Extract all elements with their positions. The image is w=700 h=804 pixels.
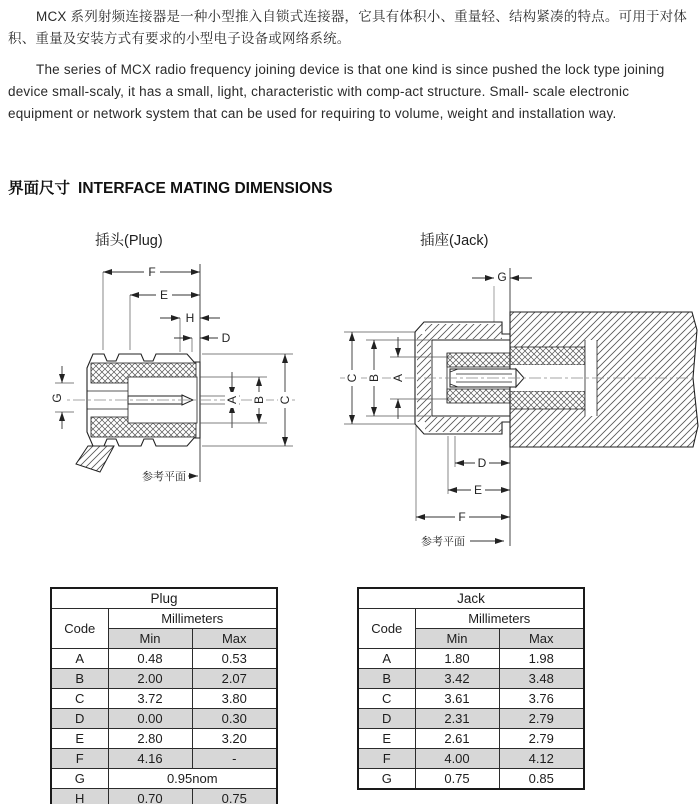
plug-row-code: C bbox=[51, 689, 108, 709]
jack-unit-header: Millimeters bbox=[415, 609, 584, 629]
plug-row-code: H bbox=[51, 789, 108, 804]
plug-row-max: 0.30 bbox=[192, 709, 277, 729]
table-row bbox=[358, 749, 584, 769]
plug-code-header: Code bbox=[51, 609, 108, 649]
jack-dim-label-c: C bbox=[345, 373, 359, 383]
section-title-zh: 界面尺寸 bbox=[8, 180, 71, 197]
jack-min-header: Min bbox=[415, 629, 499, 649]
table-row bbox=[51, 669, 277, 689]
table-row bbox=[358, 669, 584, 689]
plug-dim-label-f: F bbox=[148, 265, 156, 279]
plug-drawing bbox=[40, 256, 330, 506]
intro-paragraph-en: The series of MCX radio frequency joining device is that one kind is since pushed the lock type joining device small-scaly, it has a small, light, characteristic with comp-act structure. Small- scale electronic equipment or network system that can be used for requiring to volume, weight and installation way. bbox=[8, 62, 665, 121]
table-row bbox=[51, 789, 277, 804]
jack-row-min: 4.00 bbox=[415, 749, 499, 769]
jack-row-max: 2.79 bbox=[499, 709, 584, 729]
jack-row-code: G bbox=[358, 769, 415, 790]
jack-row-min: 0.75 bbox=[415, 769, 499, 790]
jack-row-max: 1.98 bbox=[499, 649, 584, 669]
plug-row-max: 0.75 bbox=[192, 789, 277, 804]
jack-dim-label-e: E bbox=[473, 483, 483, 497]
jack-row-max: 3.48 bbox=[499, 669, 584, 689]
table-row bbox=[358, 709, 584, 729]
jack-row-min: 1.80 bbox=[415, 649, 499, 669]
plug-row-max: 2.07 bbox=[192, 669, 277, 689]
section-title-en: INTERFACE MATING DIMENSIONS bbox=[78, 180, 333, 197]
jack-row-max: 4.12 bbox=[499, 749, 584, 769]
jack-max-header: Max bbox=[499, 629, 584, 649]
plug-dim-label-c: C bbox=[278, 395, 292, 405]
table-row bbox=[358, 689, 584, 709]
intro-section bbox=[8, 6, 696, 125]
jack-dim-label-b: B bbox=[367, 373, 381, 383]
plug-figure-label: 插头(Plug) bbox=[95, 233, 163, 249]
jack-row-min: 2.31 bbox=[415, 709, 499, 729]
plug-row-max: - bbox=[192, 749, 277, 769]
plug-row-min: 3.72 bbox=[108, 689, 192, 709]
plug-row-code: F bbox=[51, 749, 108, 769]
plug-dim-label-h: H bbox=[185, 311, 195, 325]
plug-row-min: 0.00 bbox=[108, 709, 192, 729]
table-row bbox=[51, 769, 277, 789]
plug-spec-table bbox=[50, 587, 278, 804]
jack-row-code: B bbox=[358, 669, 415, 689]
jack-row-code: A bbox=[358, 649, 415, 669]
table-row bbox=[358, 609, 584, 629]
plug-row-min: 0.48 bbox=[108, 649, 192, 669]
jack-row-max: 0.85 bbox=[499, 769, 584, 790]
jack-dim-label-g: G bbox=[497, 270, 507, 284]
plug-max-header: Max bbox=[192, 629, 277, 649]
table-row bbox=[51, 588, 277, 609]
intro-paragraph-zh: MCX 系列射频连接器是一种小型推入自锁式连接器，它具有体积小、重量轻、结构紧凑的特点。可用于对体积、重量及安装方式有要求的小型电子设备或网络系统。 bbox=[8, 9, 688, 46]
table-row bbox=[358, 729, 584, 749]
table-row bbox=[51, 749, 277, 769]
jack-dim-label-f: F bbox=[458, 510, 466, 524]
table-row bbox=[358, 588, 584, 609]
jack-dim-label-d: D bbox=[477, 456, 487, 470]
plug-dim-label-e: E bbox=[159, 288, 169, 302]
table-row bbox=[358, 649, 584, 669]
table-row bbox=[51, 649, 277, 669]
table-row bbox=[51, 609, 277, 629]
plug-unit-header: Millimeters bbox=[108, 609, 277, 629]
plug-row-max: 0.53 bbox=[192, 649, 277, 669]
plug-reference-plane-label: 参考平面 bbox=[142, 471, 186, 483]
plug-row-min: 2.80 bbox=[108, 729, 192, 749]
jack-row-min: 3.42 bbox=[415, 669, 499, 689]
plug-row-min: 2.00 bbox=[108, 669, 192, 689]
table-row bbox=[51, 729, 277, 749]
plug-min-header: Min bbox=[108, 629, 192, 649]
jack-row-max: 3.76 bbox=[499, 689, 584, 709]
plug-dim-label-g: G bbox=[50, 393, 64, 403]
jack-row-min: 3.61 bbox=[415, 689, 499, 709]
plug-row-code: G bbox=[51, 769, 108, 789]
plug-row-max: 3.80 bbox=[192, 689, 277, 709]
jack-row-code: C bbox=[358, 689, 415, 709]
jack-row-code: D bbox=[358, 709, 415, 729]
jack-figure-label: 插座(Jack) bbox=[420, 233, 489, 249]
jack-reference-plane-label: 参考平面 bbox=[421, 536, 465, 548]
table-row bbox=[51, 709, 277, 729]
plug-row-min: 0.70 bbox=[108, 789, 192, 804]
plug-row-code: E bbox=[51, 729, 108, 749]
plug-row-max: 3.20 bbox=[192, 729, 277, 749]
table-row bbox=[358, 769, 584, 790]
jack-row-code: F bbox=[358, 749, 415, 769]
section-heading bbox=[8, 176, 333, 198]
table-row bbox=[51, 689, 277, 709]
plug-row-code: B bbox=[51, 669, 108, 689]
jack-code-header: Code bbox=[358, 609, 415, 649]
jack-dim-label-a: A bbox=[391, 373, 405, 383]
plug-row-min: 4.16 bbox=[108, 749, 192, 769]
plug-table-title: Plug bbox=[51, 588, 277, 609]
plug-dim-label-d: D bbox=[221, 331, 231, 345]
jack-row-min: 2.61 bbox=[415, 729, 499, 749]
plug-dim-label-b: B bbox=[252, 395, 266, 405]
jack-row-max: 2.79 bbox=[499, 729, 584, 749]
jack-spec-table bbox=[357, 587, 585, 790]
jack-drawing bbox=[335, 256, 700, 556]
jack-row-code: E bbox=[358, 729, 415, 749]
jack-table-title: Jack bbox=[358, 588, 584, 609]
plug-row-code: A bbox=[51, 649, 108, 669]
plug-row-span-value: 0.95nom bbox=[108, 769, 277, 789]
plug-dim-label-a: A bbox=[225, 395, 239, 405]
plug-row-code: D bbox=[51, 709, 108, 729]
